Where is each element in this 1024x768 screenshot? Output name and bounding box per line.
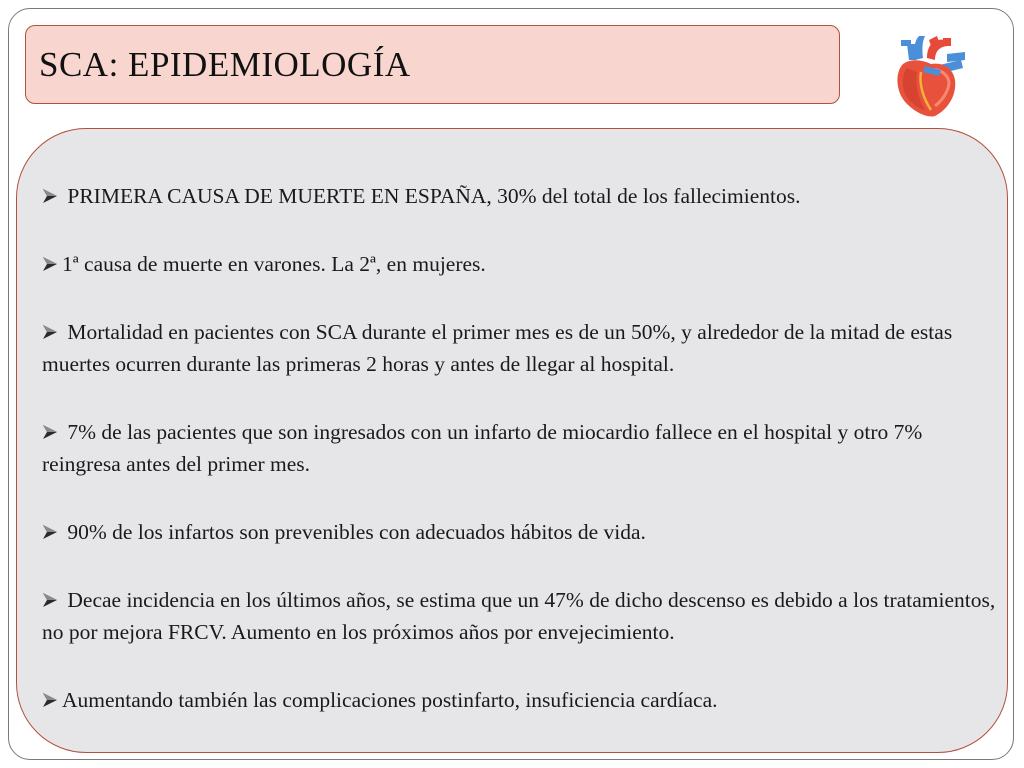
bullet-text: Decae incidencia en los últimos años, se estima que un 47% de dicho descenso es debido a los tratamientos, no por mejora FRCV. Aumento en los próximos años por envejecimiento. xyxy=(42,588,996,644)
bullet-text: 1ª causa de muerte en varones. La 2ª, en mujeres. xyxy=(62,252,486,276)
arrow-bullet-icon xyxy=(42,188,58,204)
bullet-text: PRIMERA CAUSA DE MUERTE EN ESPAÑA, 30% del total de los fallecimientos. xyxy=(62,184,801,208)
bullet-item xyxy=(42,516,997,548)
bullet-list xyxy=(42,180,997,716)
title-box xyxy=(25,25,840,104)
arrow-bullet-icon xyxy=(42,324,58,340)
arrow-bullet-icon xyxy=(42,692,58,708)
bullet-item xyxy=(42,584,997,648)
arrow-bullet-icon xyxy=(42,592,58,608)
arrow-bullet-icon xyxy=(42,524,58,540)
bullet-text: 90% de los infartos son prevenibles con adecuados hábitos de vida. xyxy=(62,520,646,544)
bullet-item xyxy=(42,248,997,280)
bullet-item xyxy=(42,180,997,212)
arrow-bullet-icon xyxy=(42,256,58,272)
bullet-text: Mortalidad en pacientes con SCA durante el primer mes es de un 50%, y alrededor de la mitad de estas muertes ocurren durante las primeras 2 horas y antes de llegar al hospital. xyxy=(42,320,953,376)
heart-anatomical-icon xyxy=(885,30,970,120)
bullet-text: Aumentando también las complicaciones postinfarto, insuficiencia cardíaca. xyxy=(62,688,718,712)
page-title: SCA: EPIDEMIOLOGÍA xyxy=(39,44,411,84)
bullet-item xyxy=(42,416,997,480)
bullet-text: 7% de las pacientes que son ingresados con un infarto de miocardio fallece en el hospital y otro 7% reingresa antes del primer mes. xyxy=(42,420,923,476)
bullet-item xyxy=(42,684,997,716)
arrow-bullet-icon xyxy=(42,424,58,440)
bullet-item xyxy=(42,316,997,380)
